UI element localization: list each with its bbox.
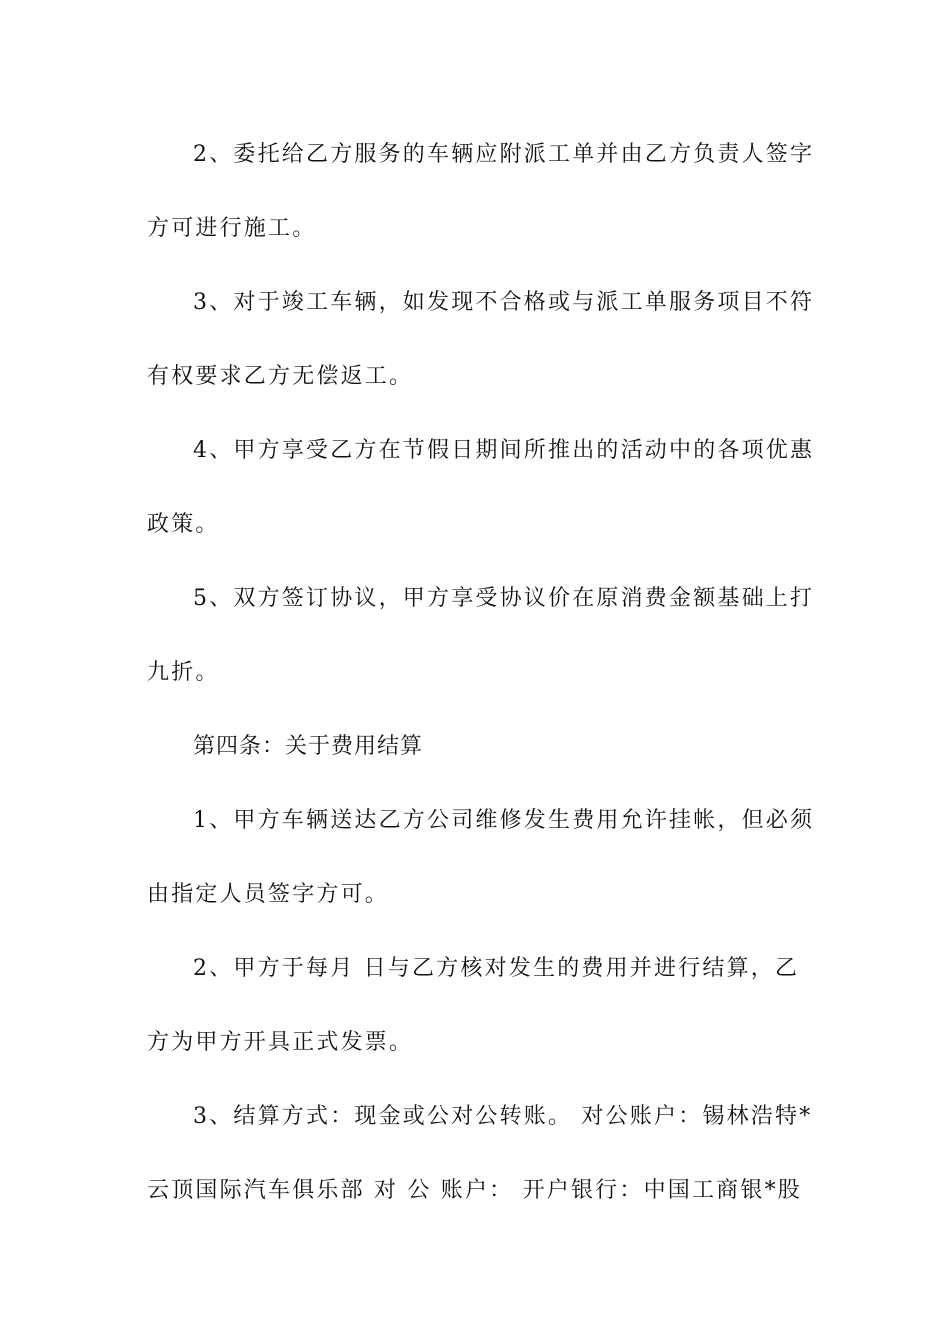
clause-5-line-2: 九折。 xyxy=(147,660,220,685)
settlement-1-line-1: 1、甲方车辆送达乙方公司维修发生费用允许挂帐，但必须 xyxy=(193,808,815,833)
clause-2-line-2: 方可进行施工。 xyxy=(147,216,317,241)
settlement-1-line-2: 由指定人员签字方可。 xyxy=(147,882,390,907)
clause-4-line-1: 4、甲方享受乙方在节假日期间所推出的活动中的各项优惠 xyxy=(193,438,815,463)
settlement-3-line-2: 云顶国际汽车俱乐部 对 公 账户： 开户银行：中国工商银*股 xyxy=(147,1178,802,1203)
clause-5-line-1: 5、双方签订协议，甲方享受协议价在原消费金额基础上打 xyxy=(193,586,815,611)
clause-3-line-2: 有权要求乙方无偿返工。 xyxy=(147,364,414,389)
article-4-heading: 第四条：关于费用结算 xyxy=(193,734,424,759)
settlement-2-line-1: 2、甲方于每月 日与乙方核对发生的费用并进行结算，乙 xyxy=(193,956,800,981)
settlement-3-line-1: 3、结算方式：现金或公对公转账。 对公账户：锡林浩特* xyxy=(193,1104,813,1129)
clause-3-line-1: 3、对于竣工车辆，如发现不合格或与派工单服务项目不符 xyxy=(193,290,815,315)
settlement-2-line-2: 方为甲方开具正式发票。 xyxy=(147,1030,414,1055)
clause-2-line-1: 2、委托给乙方服务的车辆应附派工单并由乙方负责人签字 xyxy=(193,142,815,167)
clause-4-line-2: 政策。 xyxy=(147,512,220,537)
